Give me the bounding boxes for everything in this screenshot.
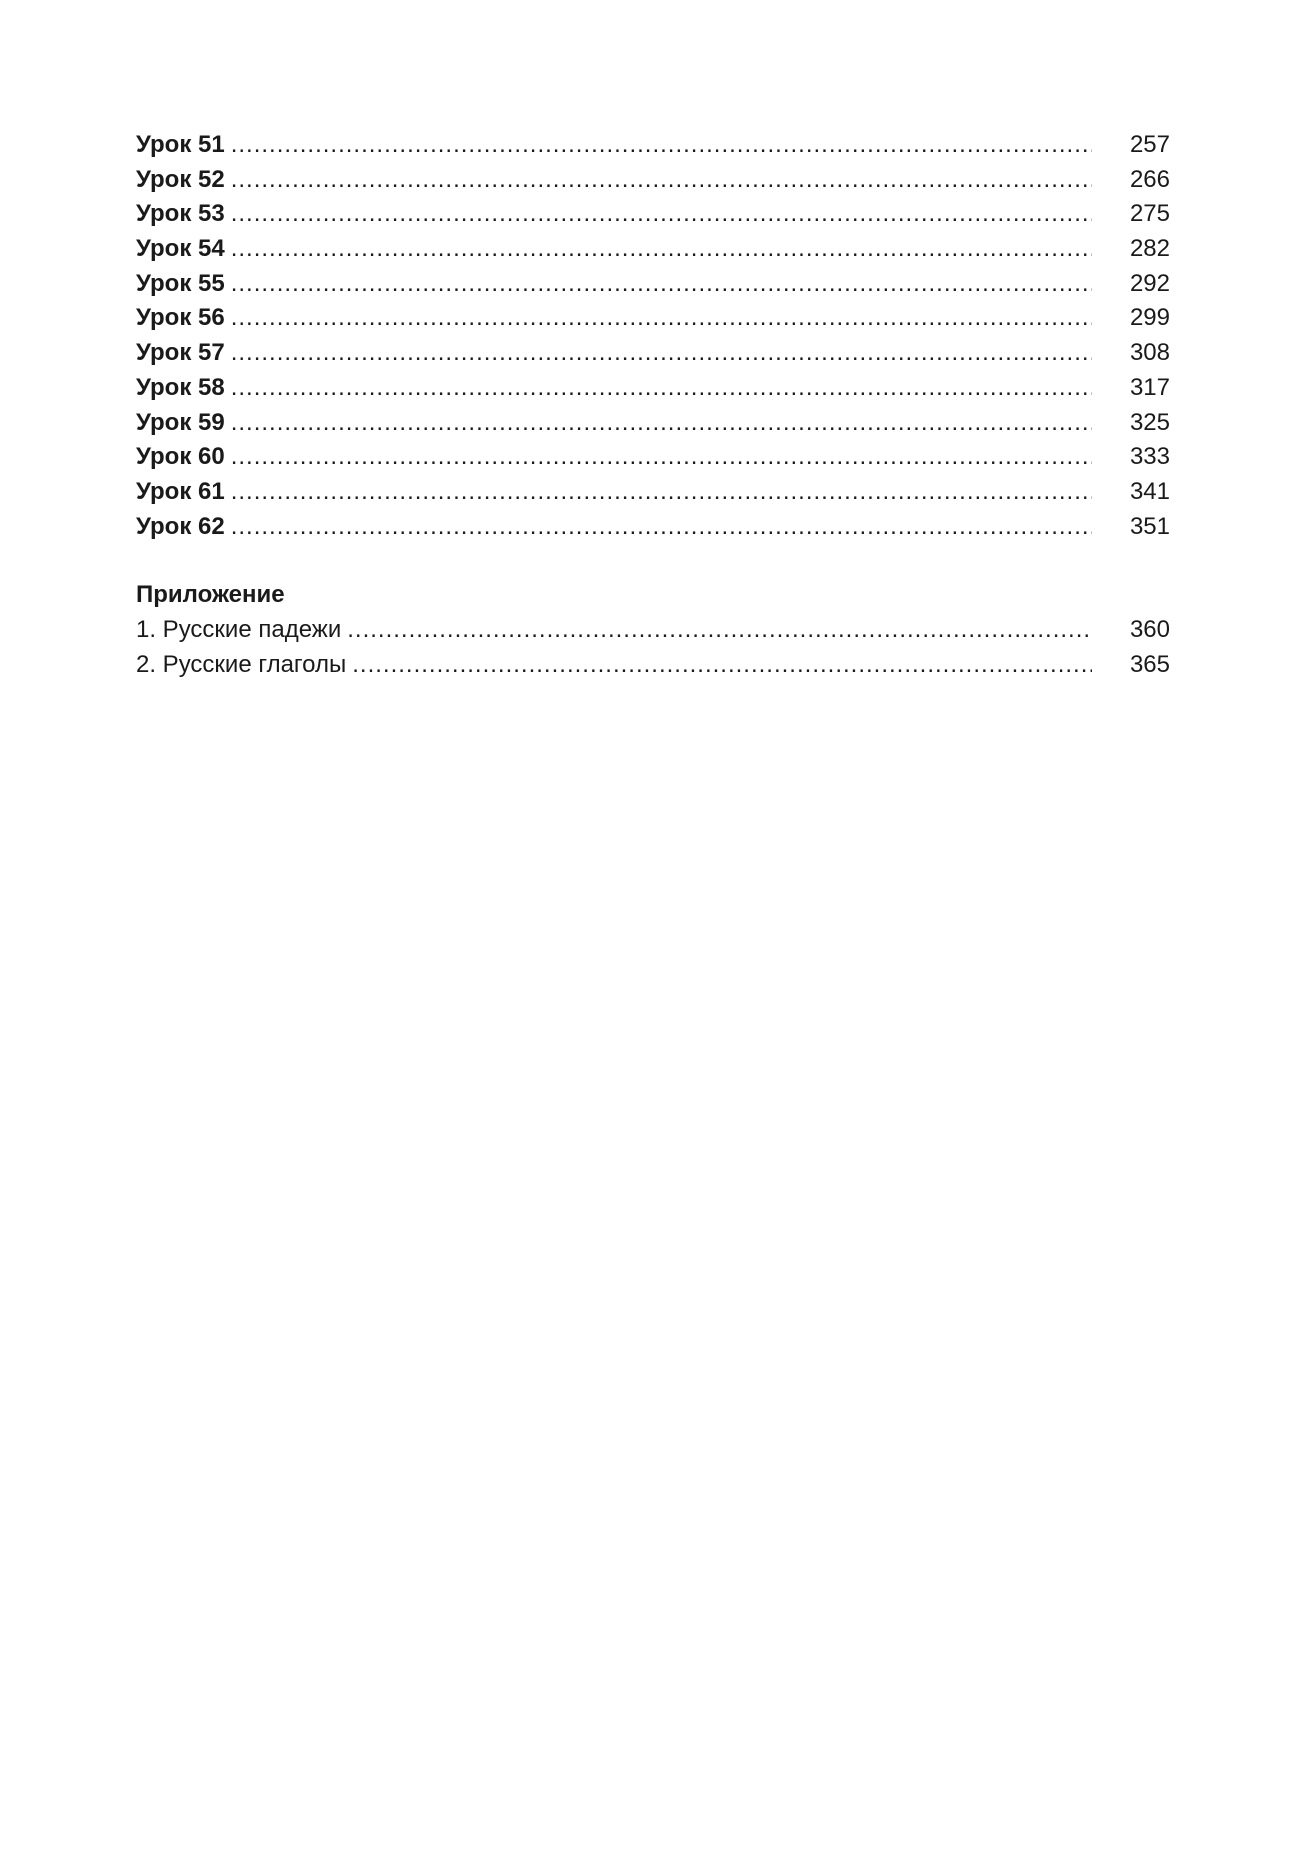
dot-leader [231, 475, 1092, 510]
dot-leader [231, 267, 1092, 302]
dot-leader [231, 406, 1092, 441]
toc-entry-page: 308 [1129, 339, 1170, 367]
toc-entry-title: Урок 62 [136, 512, 225, 540]
toc-entry-title: Урок 52 [136, 165, 225, 193]
toc-entry-page: 317 [1129, 373, 1170, 401]
toc-entry-title: Урок 59 [136, 408, 225, 436]
toc-entry-lesson-62[interactable] [136, 510, 1170, 545]
dot-leader [231, 301, 1092, 336]
toc-entry-lesson-59[interactable] [136, 406, 1170, 441]
appendix-list [136, 613, 1170, 682]
toc-entry-page: 325 [1129, 408, 1170, 436]
toc-entry-title: 2. Русские глаголы [136, 650, 347, 678]
toc-entry-page: 292 [1129, 269, 1170, 297]
dot-leader [231, 197, 1092, 232]
toc-entry-title: Урок 56 [136, 304, 225, 332]
appendix-section [136, 578, 1170, 682]
toc-entry-title: Урок 51 [136, 131, 225, 158]
toc-entry-appendix-2[interactable] [136, 648, 1170, 683]
toc-entry-title: Урок 53 [136, 200, 225, 228]
toc-entry-title: Урок 54 [136, 235, 225, 263]
toc-entry-page: 333 [1129, 443, 1170, 471]
toc-entry-page: 360 [1129, 615, 1170, 643]
toc-entry-lesson-60[interactable] [136, 440, 1170, 475]
toc-entry-lesson-52[interactable] [136, 163, 1170, 198]
toc-entry-page: 351 [1129, 512, 1170, 540]
dot-leader [347, 613, 1092, 648]
toc-entry-lesson-57[interactable] [136, 336, 1170, 371]
table-of-contents [136, 128, 1170, 682]
toc-entry-page: 341 [1129, 477, 1170, 505]
toc-entry-page: 257 [1129, 131, 1170, 158]
dot-leader [231, 232, 1092, 267]
toc-entry-title: Урок 57 [136, 339, 225, 367]
toc-entry-page: 365 [1129, 650, 1170, 678]
lesson-list [136, 128, 1170, 544]
toc-entry-page: 299 [1129, 304, 1170, 332]
appendix-heading: Приложение [136, 581, 285, 609]
toc-entry-lesson-56[interactable] [136, 301, 1170, 336]
toc-entry-lesson-61[interactable] [136, 475, 1170, 510]
toc-entry-page: 266 [1129, 165, 1170, 193]
toc-entry-page: 282 [1129, 235, 1170, 263]
dot-leader [231, 163, 1092, 198]
toc-entry-title: Урок 55 [136, 269, 225, 297]
dot-leader [231, 510, 1092, 545]
toc-entry-lesson-53[interactable] [136, 197, 1170, 232]
toc-entry-title: Урок 61 [136, 477, 225, 505]
toc-entry-title: 1. Русские падежи [136, 615, 342, 643]
toc-entry-title: Урок 58 [136, 373, 225, 401]
toc-entry-page: 275 [1129, 200, 1170, 228]
dot-leader [231, 440, 1092, 475]
toc-entry-lesson-51[interactable] [136, 128, 1170, 163]
toc-entry-lesson-55[interactable] [136, 267, 1170, 302]
dot-leader [231, 128, 1092, 163]
toc-entry-title: Урок 60 [136, 443, 225, 471]
toc-entry-appendix-1[interactable] [136, 613, 1170, 648]
dot-leader [231, 371, 1092, 406]
toc-entry-lesson-58[interactable] [136, 371, 1170, 406]
toc-entry-lesson-54[interactable] [136, 232, 1170, 267]
dot-leader [352, 648, 1092, 683]
dot-leader [231, 336, 1092, 371]
